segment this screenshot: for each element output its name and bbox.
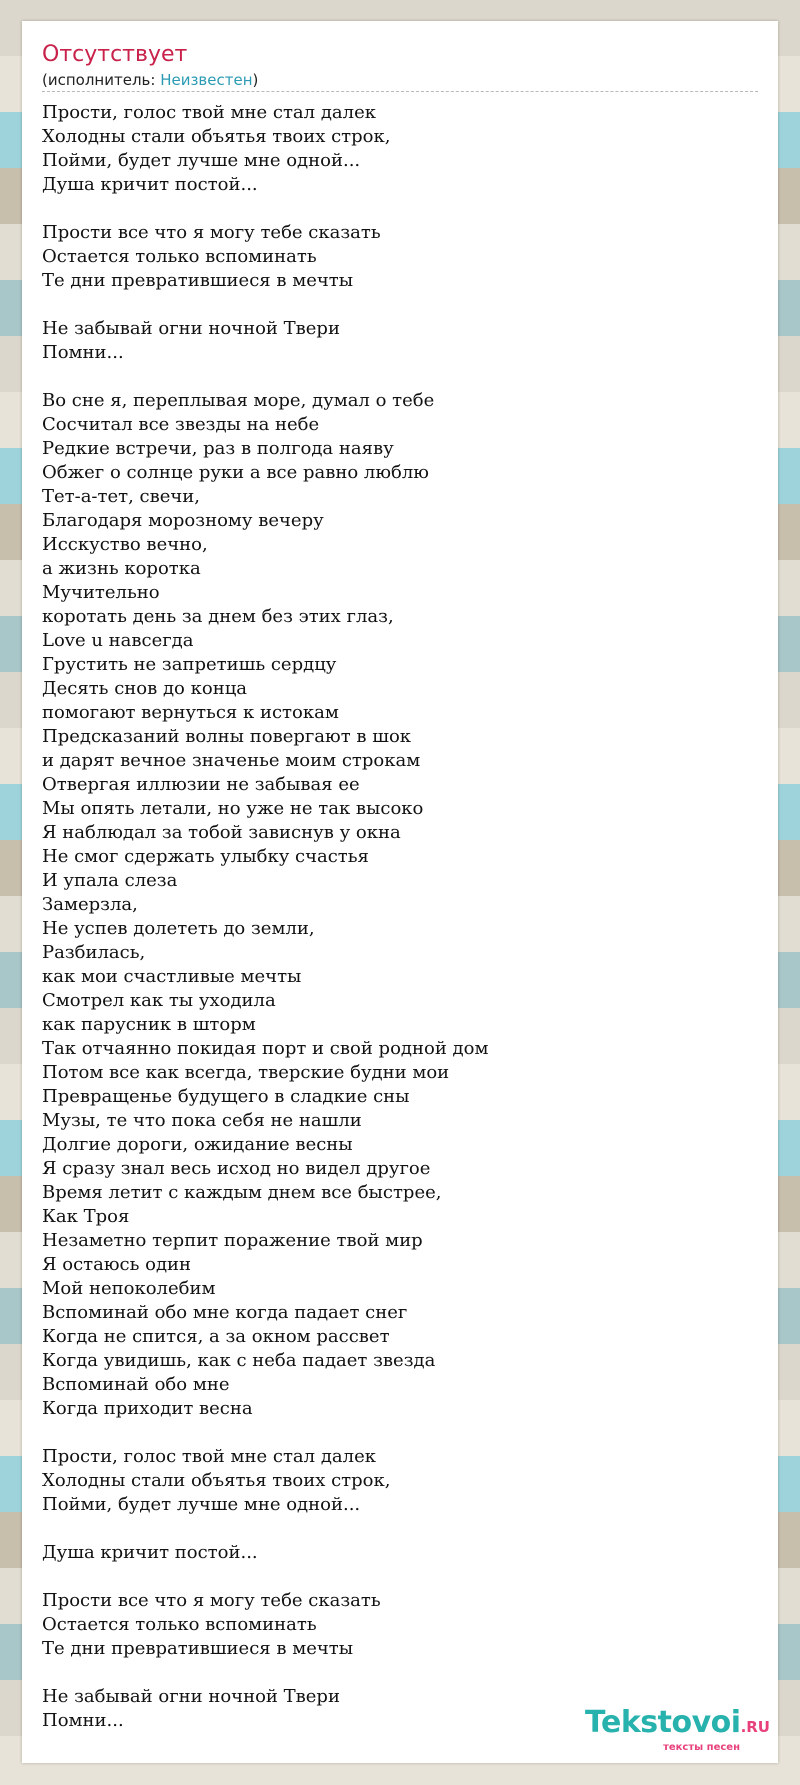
lyric-line: Не смог сдержать улыбку счастья — [42, 846, 369, 867]
lyric-line: а жизнь коротка — [42, 558, 201, 579]
performer-suffix: ) — [252, 71, 259, 89]
lyric-line: помогают вернуться к истокам — [42, 702, 339, 723]
lyric-line: Вспоминай обо мне — [42, 1374, 230, 1395]
lyric-line: Душа кричит постой... — [42, 1542, 258, 1563]
lyric-line: Когда приходит весна — [42, 1398, 253, 1419]
lyric-line: как парусник в шторм — [42, 1014, 256, 1035]
lyric-line — [42, 365, 758, 389]
lyric-line: Музы, те что пока себя не нашли — [42, 1110, 362, 1131]
lyric-line: Те дни превратившиеся в мечты — [42, 270, 354, 291]
lyric-line: Незаметно терпит поражение твой мир — [42, 1230, 423, 1251]
lyric-line: Обжег о солнце руки а все равно люблю — [42, 462, 429, 483]
lyric-line: Прости, голос твой мне стал далек — [42, 102, 376, 123]
lyric-line — [42, 1661, 758, 1685]
lyric-line: Прости, голос твой мне стал далек — [42, 1446, 376, 1467]
lyric-line: Остается только вспоминать — [42, 246, 317, 267]
lyric-line: Грустить не запретишь сердцу — [42, 654, 337, 675]
lyric-line: и дарят вечное значенье моим строкам — [42, 750, 421, 771]
lyric-line: Не забывай огни ночной Твери — [42, 318, 340, 339]
lyric-line: Во сне я, переплывая море, думал о тебе — [42, 390, 435, 411]
lyric-line: Мы опять летали, но уже не так высоко — [42, 798, 424, 819]
lyric-line — [42, 197, 758, 221]
performer-prefix: (исполнитель: — [42, 71, 161, 89]
artist-link[interactable]: Неизвестен — [160, 71, 253, 89]
lyric-line: Сосчитал все звезды на небе — [42, 414, 320, 435]
lyric-line: Предсказаний волны повергают в шок — [42, 726, 412, 747]
lyric-line: Разбилась, — [42, 942, 146, 963]
performer-line — [42, 70, 758, 92]
lyric-line: Холодны стали объятья твоих строк, — [42, 1470, 391, 1491]
lyric-line: Мой непоколебим — [42, 1278, 216, 1299]
lyric-line: Долгие дороги, ожидание весны — [42, 1134, 353, 1155]
lyric-line: Благодаря морозному вечеру — [42, 510, 324, 531]
lyric-line: Вспоминай обо мне когда падает снег — [42, 1302, 408, 1323]
lyric-line: Превращенье будущего в сладкие сны — [42, 1086, 410, 1107]
lyric-line: Остается только вспоминать — [42, 1614, 317, 1635]
lyric-line: Душа кричит постой... — [42, 174, 258, 195]
lyric-line: Я сразу знал весь исход но видел другое — [42, 1158, 431, 1179]
lyric-line: Потом все как всегда, тверские будни мои — [42, 1062, 450, 1083]
lyric-line: Десять снов до конца — [42, 678, 248, 699]
lyric-line: Пойми, будет лучше мне одной... — [42, 150, 361, 171]
lyric-line: Пойми, будет лучше мне одной... — [42, 1494, 361, 1515]
lyric-line: Когда не спится, а за окном рассвет — [42, 1326, 390, 1347]
lyric-line: как мои счастливые мечты — [42, 966, 302, 987]
song-title: Отсутствует — [42, 42, 188, 67]
site-logo[interactable] — [585, 1707, 770, 1753]
lyric-line — [42, 1517, 758, 1541]
lyric-line: Прости все что я могу тебе сказать — [42, 1590, 381, 1611]
lyric-line: Холодны стали объятья твоих строк, — [42, 126, 391, 147]
lyric-line: Я наблюдал за тобой зависнув у окна — [42, 822, 401, 843]
lyric-line: Тет-а-тет, свечи, — [42, 486, 201, 507]
lyric-line: Замерзла, — [42, 894, 138, 915]
lyric-line: Прости все что я могу тебе сказать — [42, 222, 381, 243]
lyric-line: Когда увидишь, как с неба падает звезда — [42, 1350, 436, 1371]
lyric-line: Love u навсегда — [42, 630, 194, 651]
lyric-line: Помни... — [42, 1710, 124, 1731]
lyrics-text — [42, 101, 758, 1733]
lyric-line — [42, 1421, 758, 1445]
logo-wordmark — [585, 1707, 770, 1743]
lyric-line — [42, 293, 758, 317]
logo-tld: .RU — [740, 1718, 770, 1736]
lyric-line: Отвергая иллюзии не забывая ее — [42, 774, 360, 795]
lyrics-card — [22, 21, 778, 1763]
lyric-line: Как Троя — [42, 1206, 130, 1227]
logo-name: Tekstovoi — [585, 1705, 741, 1740]
lyric-line: Не успев долететь до земли, — [42, 918, 315, 939]
lyric-line — [42, 1565, 758, 1589]
lyric-line: Редкие встречи, раз в полгода наяву — [42, 438, 394, 459]
lyric-line: И упала слеза — [42, 870, 178, 891]
lyric-line: Исскуство вечно, — [42, 534, 208, 555]
lyric-line: Время летит с каждым днем все быстрее, — [42, 1182, 442, 1203]
lyric-line: Мучительно — [42, 582, 160, 603]
lyric-line: Те дни превратившиеся в мечты — [42, 1638, 354, 1659]
lyric-line: Так отчаянно покидая порт и свой родной дом — [42, 1038, 489, 1059]
lyric-line: Я остаюсь один — [42, 1254, 192, 1275]
lyric-line: коротать день за днем без этих глаз, — [42, 606, 394, 627]
logo-tagline: тексты песен — [663, 1742, 740, 1753]
lyric-line: Смотрел как ты уходила — [42, 990, 276, 1011]
lyric-line: Помни... — [42, 342, 124, 363]
lyric-line: Не забывай огни ночной Твери — [42, 1686, 340, 1707]
